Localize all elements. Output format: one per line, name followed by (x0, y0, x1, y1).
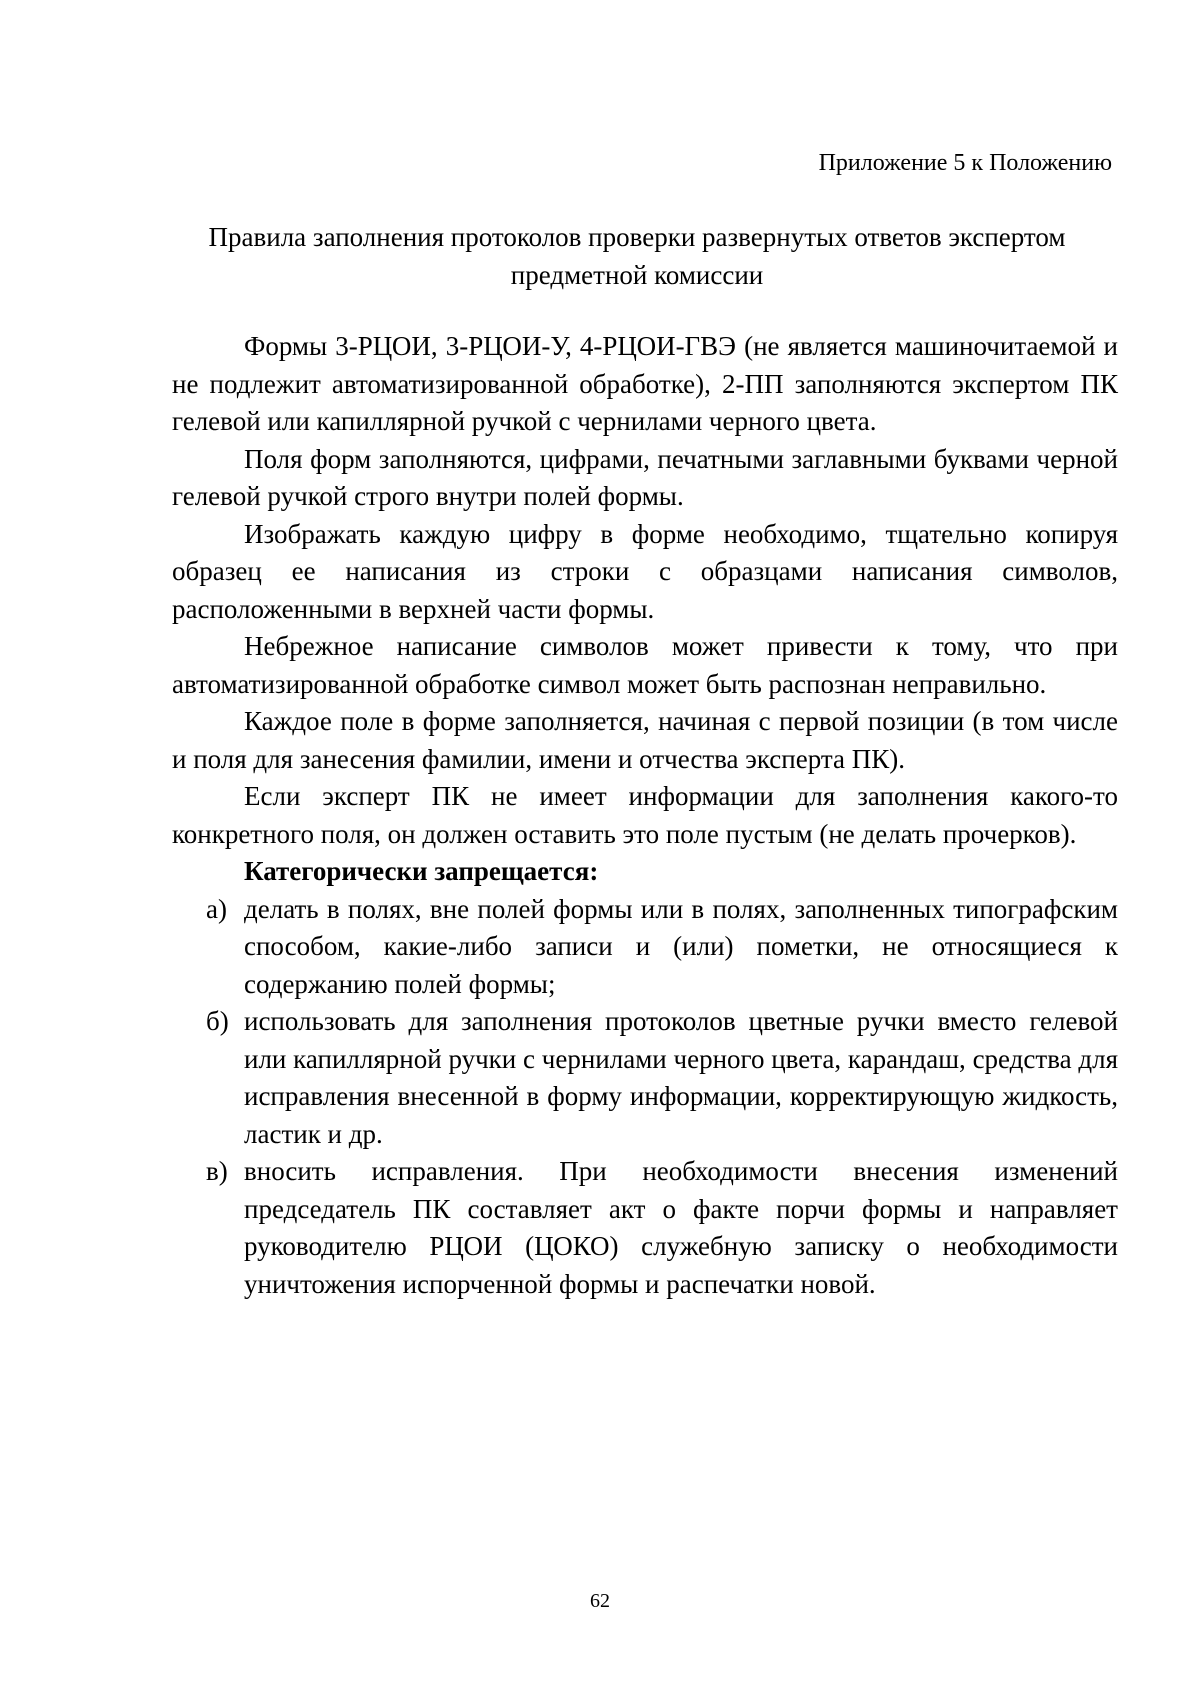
list-marker: б) (206, 1006, 229, 1036)
document-title (172, 218, 1102, 294)
paragraph-careless-writing: Небрежное написание символов может привести к тому, что при автоматизированной обработке символ может быть распознан неправильно. (172, 631, 1118, 699)
list-item-text: использовать для заполнения протоколов цветные ручки вместо гелевой или капиллярной ручки с чернилами черного цвета, карандаш, средства для исправления внесенной в форму информации, корректирующую жидкость, ластик и др. (244, 1006, 1118, 1149)
document-body (172, 328, 1118, 1303)
list-item (172, 891, 1118, 1004)
paragraph-first-position: Каждое поле в форме заполняется, начиная с первой позиции (в том числе и поля для занесения фамилии, имени и отчества эксперта ПК). (172, 706, 1118, 774)
title-line-2: предметной комиссии (510, 260, 764, 290)
list-item (172, 1153, 1118, 1303)
list-item-text: вносить исправления. При необходимости внесения изменений председатель ПК составляет акт о факте порчи формы и направляет руководителю РЦОИ (ЦОКО) служебную записку о необходимости уничтожения испорченной формы и распечатки новой. (244, 1156, 1118, 1299)
title-line-1: Правила заполнения протоколов проверки развернутых ответов экспертом (208, 222, 1066, 252)
prohibited-list (172, 891, 1118, 1304)
list-marker: а) (206, 893, 227, 924)
list-item (172, 1003, 1118, 1153)
paragraph-digits: Изображать каждую цифру в форме необходимо, тщательно копируя образец ее написания из строки с образцами написания символов, расположенными в верхней части формы. (172, 518, 1118, 624)
paragraph-forms: Формы 3-РЦОИ, 3-РЦОИ-У, 4-РЦОИ-ГВЭ (не является машиночитаемой и не подлежит автоматизированной обработке), 2-ПП заполняются экспертом ПК гелевой или капиллярной ручкой с чернилами черного цвета. (172, 331, 1118, 436)
paragraph-fields: Поля форм заполняются, цифрами, печатными заглавными буквами черной гелевой ручкой строго внутри полей формы. (172, 443, 1118, 511)
appendix-note: Приложение 5 к Положению (818, 150, 1112, 176)
list-marker: в) (206, 1156, 228, 1186)
prohibited-heading: Категорически запрещается: (244, 856, 599, 886)
list-item-text: делать в полях, вне полей формы или в полях, заполненных типографским способом, какие-либо записи и (или) пометки, не относящиеся к содержанию полей формы; (244, 893, 1118, 999)
page-number: 62 (590, 1590, 610, 1612)
paragraph-empty-field: Если эксперт ПК не имеет информации для заполнения какого-то конкретного поля, он должен оставить это поле пустым (не делать прочерков). (172, 781, 1118, 849)
